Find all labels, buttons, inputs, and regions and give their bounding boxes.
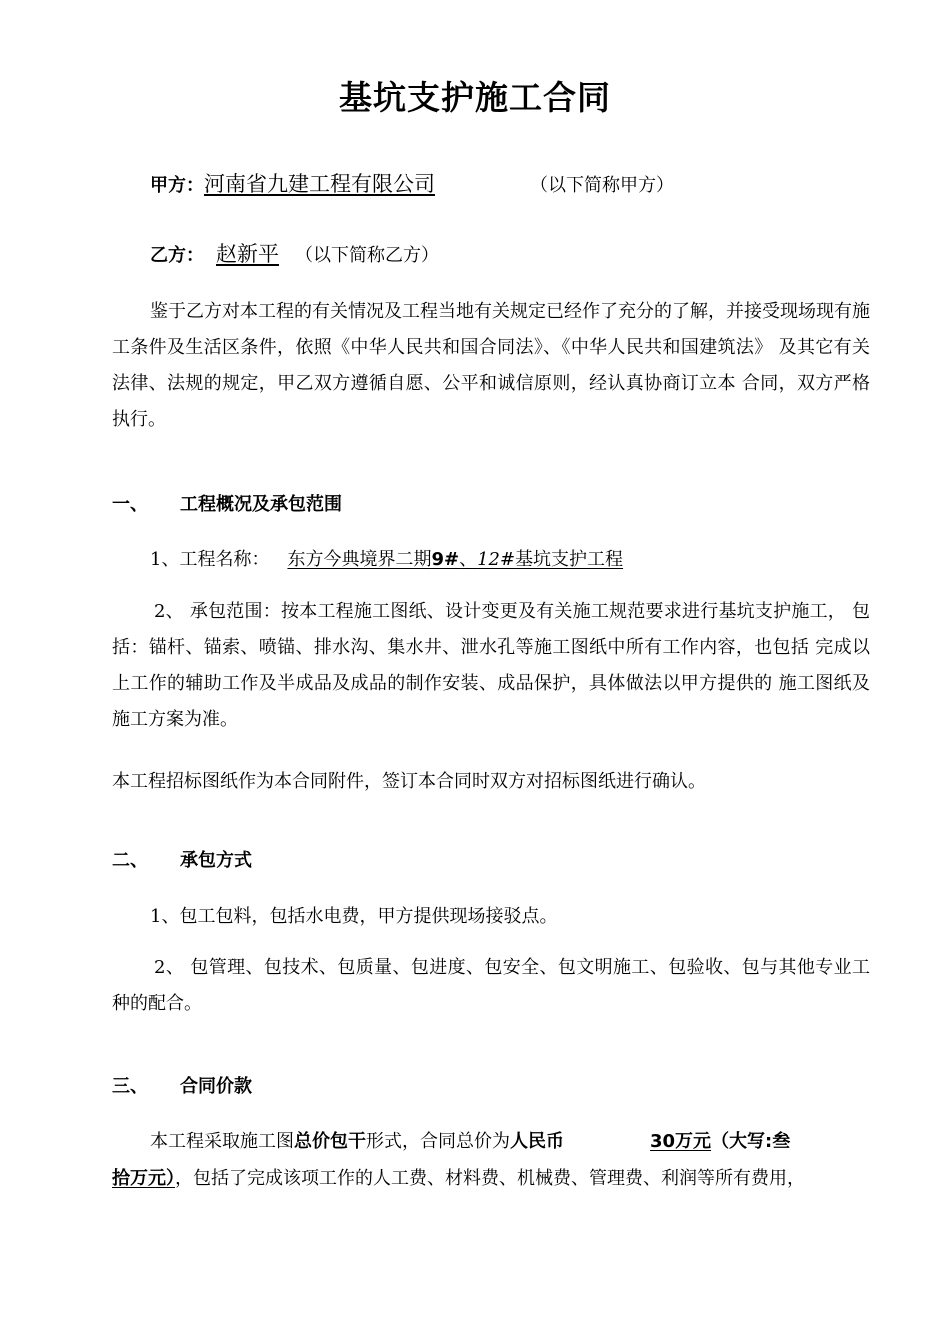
section3-number: 三、 <box>112 1076 148 1097</box>
section2-number: 二、 <box>112 850 148 871</box>
project-name-value <box>287 549 623 570</box>
project-name-part: 东方今典境界二期 <box>287 549 432 570</box>
price-text: 形式，合同总价为 <box>366 1131 510 1152</box>
amount-in-words-start: （大写:叁 <box>711 1131 791 1152</box>
preamble-paragraph: 鉴于乙方对本工程的有关情况及工程当地有关规定已经作了充分的了解，并接受现场现有施工条件及生活区条件，依照《中华人民共和国合同法》、《中华人民共和国建筑法》 及其它有关法律、法规的规定，甲乙双方遵循自愿、公平和诚信原则，经认真协商订立本 合同，双方严格执行。 <box>112 301 870 430</box>
section3-line2 <box>112 1164 805 1190</box>
party-a-label: 甲方： <box>150 175 204 196</box>
party-b-note: （以下简称乙方） <box>295 245 439 266</box>
section1-note: 本工程招标图纸作为本合同附件，签订本合同时双方对招标图纸进行确认。 <box>112 771 706 792</box>
section2-title: 承包方式 <box>180 850 252 871</box>
section1-number: 一、 <box>112 494 148 515</box>
price-type: 总价包干 <box>294 1131 366 1152</box>
section3-title: 合同价款 <box>180 1076 252 1097</box>
section1-item2: 2、 承包范围：按本工程施工图纸、设计变更及有关施工规范要求进行基坑支护施工， 包括：锚杆、锚索、喷锚、排水沟、集水井、泄水孔等施工图纸中所有工作内容，也包括 完成以上工作的辅助工作及半成品及成品的制作安装、成品保护，具体做法以甲方提供的 施工图纸及施工方案为准。 <box>112 601 870 730</box>
section1-title: 工程概况及承包范围 <box>180 494 342 515</box>
party-b-line <box>150 238 439 268</box>
party-a-note: （以下简称甲方） <box>530 175 674 196</box>
project-name-part: 基坑支护工程 <box>515 549 624 570</box>
party-b-label: 乙方： <box>150 245 204 266</box>
section3-amount-line <box>650 1127 790 1153</box>
section3-line1 <box>150 1127 564 1153</box>
section1-item1 <box>150 545 623 571</box>
project-name-label: 1、工程名称： <box>150 549 270 570</box>
price-text: 本工程采取施工图 <box>150 1131 294 1152</box>
currency: 人民币 <box>510 1131 564 1152</box>
contract-amount: 30万元 <box>650 1131 712 1152</box>
party-a-name: 河南省九建工程有限公司 <box>204 172 435 196</box>
project-name-part: 12# <box>477 549 516 570</box>
party-b-name: 赵新平 <box>216 242 279 266</box>
project-name-part: 、 <box>459 549 478 570</box>
amount-in-words-end: 拾万元） <box>112 1168 175 1189</box>
party-a-line <box>150 168 435 198</box>
document-title: 基坑支护施工合同 <box>339 78 611 117</box>
price-includes: ，包括了完成该项工作的人工费、材料费、机械费、管理费、利润等所有费用， <box>175 1168 805 1189</box>
section2-item2: 2、 包管理、包技术、包质量、包进度、包安全、包文明施工、包验收、包与其他专业工种的配合。 <box>112 957 870 1014</box>
section2-item1: 1、包工包料，包括水电费，甲方提供现场接驳点。 <box>150 906 558 927</box>
project-name-part: 9# <box>431 549 460 570</box>
